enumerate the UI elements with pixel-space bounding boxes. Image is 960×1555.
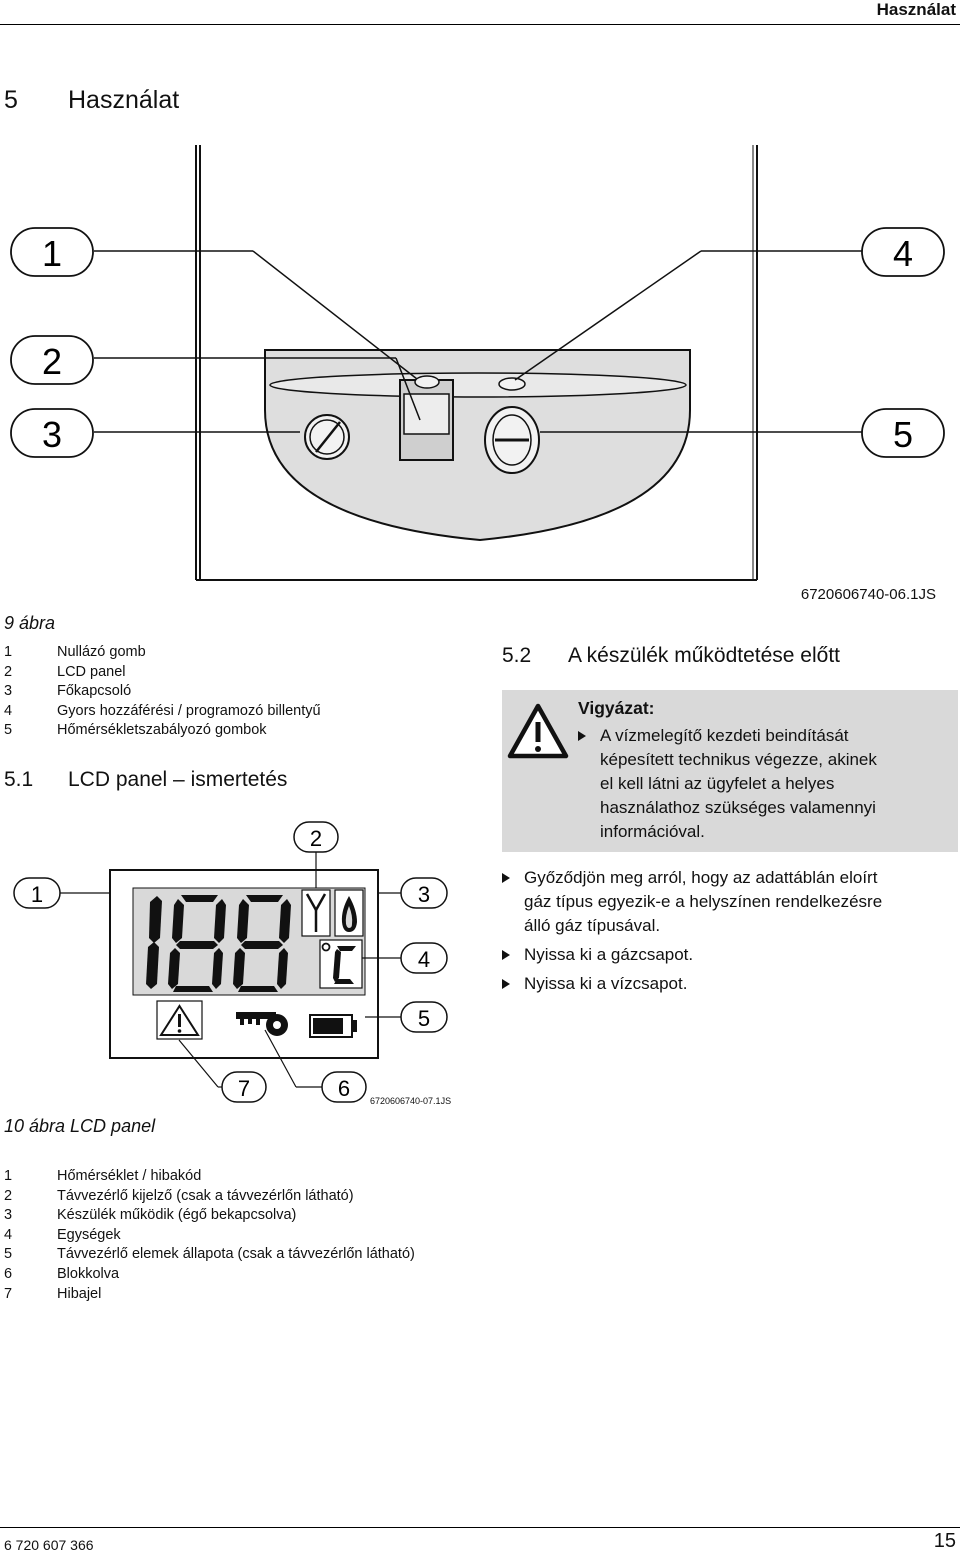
figure9-legend — [4, 643, 321, 741]
figure10-image-code: 6720606740-07.1JS — [370, 1096, 452, 1106]
step-2: Nyissa ki a gázcsapot. — [502, 943, 958, 967]
svg-text:4: 4 — [417, 947, 431, 972]
legend-row: 4 Gyors hozzáférési / programozó billentyű — [4, 702, 321, 719]
section-title: Használat — [68, 86, 180, 114]
lcd-callout-4 — [401, 943, 447, 973]
callout-4 — [862, 228, 944, 276]
svg-text:6: 6 — [337, 1076, 351, 1101]
callout-1 — [11, 228, 93, 276]
warning-title: Vigyázat: — [578, 698, 655, 718]
svg-text:7: 7 — [237, 1076, 251, 1101]
flame-icon — [335, 890, 363, 936]
subsection-5-2-title: A készülék működtetése előtt — [568, 644, 840, 667]
section-number: 5 — [4, 86, 18, 114]
svg-text:3: 3 — [417, 882, 431, 907]
figure9-image-code: 6720606740-06.1JS — [800, 586, 936, 603]
lcd-callout-3 — [401, 878, 447, 908]
lcd-callout-7 — [222, 1072, 266, 1102]
lcd-callout-5 — [401, 1002, 447, 1032]
warning-triangle-icon — [506, 702, 570, 760]
svg-text:2: 2 — [309, 826, 323, 851]
reset-knob-icon — [305, 415, 349, 459]
lcd-callout-6 — [322, 1072, 366, 1102]
legend-row: 4 Egységek — [4, 1226, 121, 1243]
antenna-icon — [302, 890, 330, 936]
warning-triangle-icon — [157, 1001, 202, 1039]
svg-text:3: 3 — [41, 414, 63, 455]
legend-row: 2 Távvezérlő kijelző (csak a távvezérlőn látható) — [4, 1187, 354, 1204]
figure9-caption: 9 ábra — [4, 613, 56, 633]
step-3: Nyissa ki a vízcsapot. — [502, 972, 958, 996]
svg-text:4: 4 — [892, 233, 914, 274]
callout-3 — [11, 409, 93, 457]
warning-text: A vízmelegítő kezdeti beindítását képesített technikus végezze, akinek el kell látni az ügyfelet a helyes használathoz szükséges valamennyi információval. — [578, 724, 953, 844]
lcd-callout-2 — [294, 822, 338, 852]
header-rule — [0, 24, 960, 25]
figure10-legend — [4, 1167, 415, 1304]
bullet-arrow-icon — [502, 950, 510, 960]
svg-text:2: 2 — [41, 341, 63, 382]
legend-row: 5 Távvezérlő elemek állapota (csak a távvezérlőn látható) — [4, 1246, 415, 1263]
running-header: Használat — [876, 0, 956, 19]
legend-row: 3 Készülék működik (égő bekapcsolva) — [4, 1207, 297, 1224]
legend-row: 2 LCD panel — [4, 663, 126, 680]
subsection-5-2-number: 5.2 — [502, 644, 532, 667]
document-number: 6 720 607 366 — [4, 1537, 94, 1553]
svg-text:5: 5 — [892, 414, 914, 455]
legend-row: 3 Főkapcsoló — [4, 683, 132, 700]
svg-text:1: 1 — [30, 882, 44, 907]
bullet-arrow-icon — [578, 731, 586, 741]
step-1: Győződjön meg arról, hogy az adattáblán eloírt gáz típus egyezik-e a helyszínen rendelkezésre álló gáz típusával. — [502, 866, 958, 938]
legend-row: 7 Hibajel — [4, 1285, 102, 1302]
legend-row: 1 Hőmérséklet / hibakód — [4, 1168, 202, 1184]
bullet-arrow-icon — [502, 979, 510, 989]
lcd-callout-1 — [14, 878, 60, 908]
lcd-panel-figure — [0, 815, 470, 1110]
battery-icon — [310, 1015, 357, 1037]
degree-celsius-icon — [320, 940, 362, 988]
subsection-5-1-title: LCD panel – ismertetés — [68, 768, 288, 791]
page-number: 15 — [933, 1530, 956, 1552]
bullet-arrow-icon — [502, 873, 510, 883]
legend-row: 5 Hőmérsékletszabályozó gombok — [4, 722, 267, 739]
legend-row: 6 Blokkolva — [4, 1265, 120, 1282]
callout-2 — [11, 336, 93, 384]
footer-rule — [0, 1527, 960, 1528]
figure10-caption: 10 ábra LCD panel — [4, 1116, 156, 1136]
control-panel-figure — [0, 140, 960, 590]
subsection-5-1-number: 5.1 — [4, 768, 34, 791]
svg-text:1: 1 — [41, 233, 63, 274]
svg-text:5: 5 — [417, 1006, 431, 1031]
callout-5 — [862, 409, 944, 457]
legend-row: 1 Nullázó gomb — [4, 644, 146, 660]
